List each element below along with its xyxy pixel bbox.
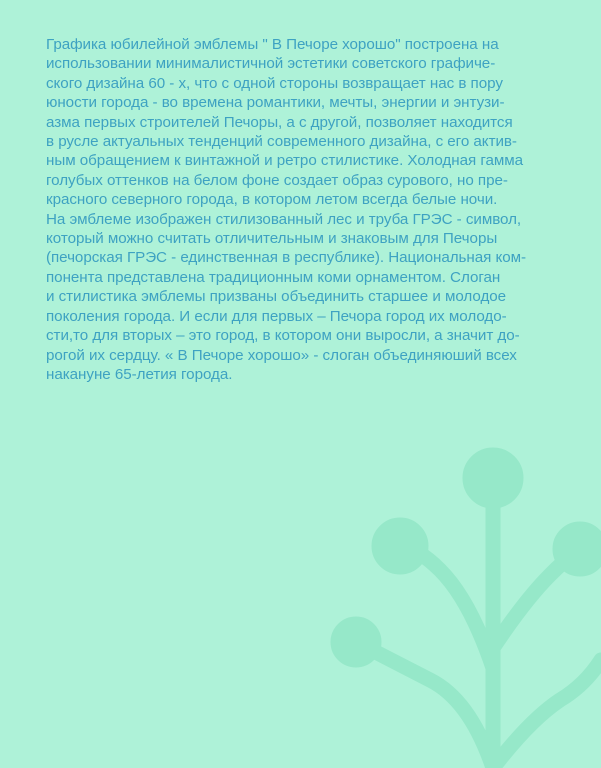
emblem-description	[46, 35, 566, 384]
text-line: и стилистика эмблемы призваны объединить старшее и молодое	[46, 288, 507, 306]
text-line: использовании минималистичной эстетики советского графиче-	[46, 55, 496, 73]
text-line: ным обращением к винтажной и ретро стилистике. Холодная гамма	[46, 152, 524, 170]
text-line: На эмблеме изображен стилизованный лес и труба ГРЭС - символ,	[46, 210, 522, 228]
text-line: голубых оттенков на белом фоне создает образ сурового, но пре-	[46, 171, 508, 189]
text-line: накануне 65-летия города.	[46, 365, 233, 383]
text-line: который можно считать отличительным и знаковым для Печоры	[46, 230, 498, 248]
text-line: азма первых строителей Печоры, а с другой, позволяет находится	[46, 113, 513, 131]
text-line: юности города - во времена романтики, мечты, энергии и энтузи-	[46, 94, 505, 112]
text-line: Графика юбилейной эмблемы " В Печоре хорошо" построена на	[46, 36, 499, 53]
text-line: красного северного города, в котором летом всегда белые ночи.	[46, 191, 498, 209]
text-line: поколения города. И если для первых – Печора город их молодо-	[46, 307, 507, 325]
text-line: сти,то для вторых – это город, в котором они выросли, а значит до-	[46, 327, 520, 345]
text-line: рогой их сердцу. « В Печоре хорошо» - слоган объединяюший всех	[46, 346, 517, 364]
text-line: понента представлена традиционным коми орнаментом. Слоган	[46, 268, 501, 286]
text-line: (печорская ГРЭС - единственная в республике). Национальная ком-	[46, 249, 527, 267]
text-line: в русле актуальных тенденций современного дизайна, с его актив-	[46, 133, 517, 151]
text-line: ского дизайна 60 - х, что с одной стороны возвращает нас в пору	[46, 74, 503, 92]
